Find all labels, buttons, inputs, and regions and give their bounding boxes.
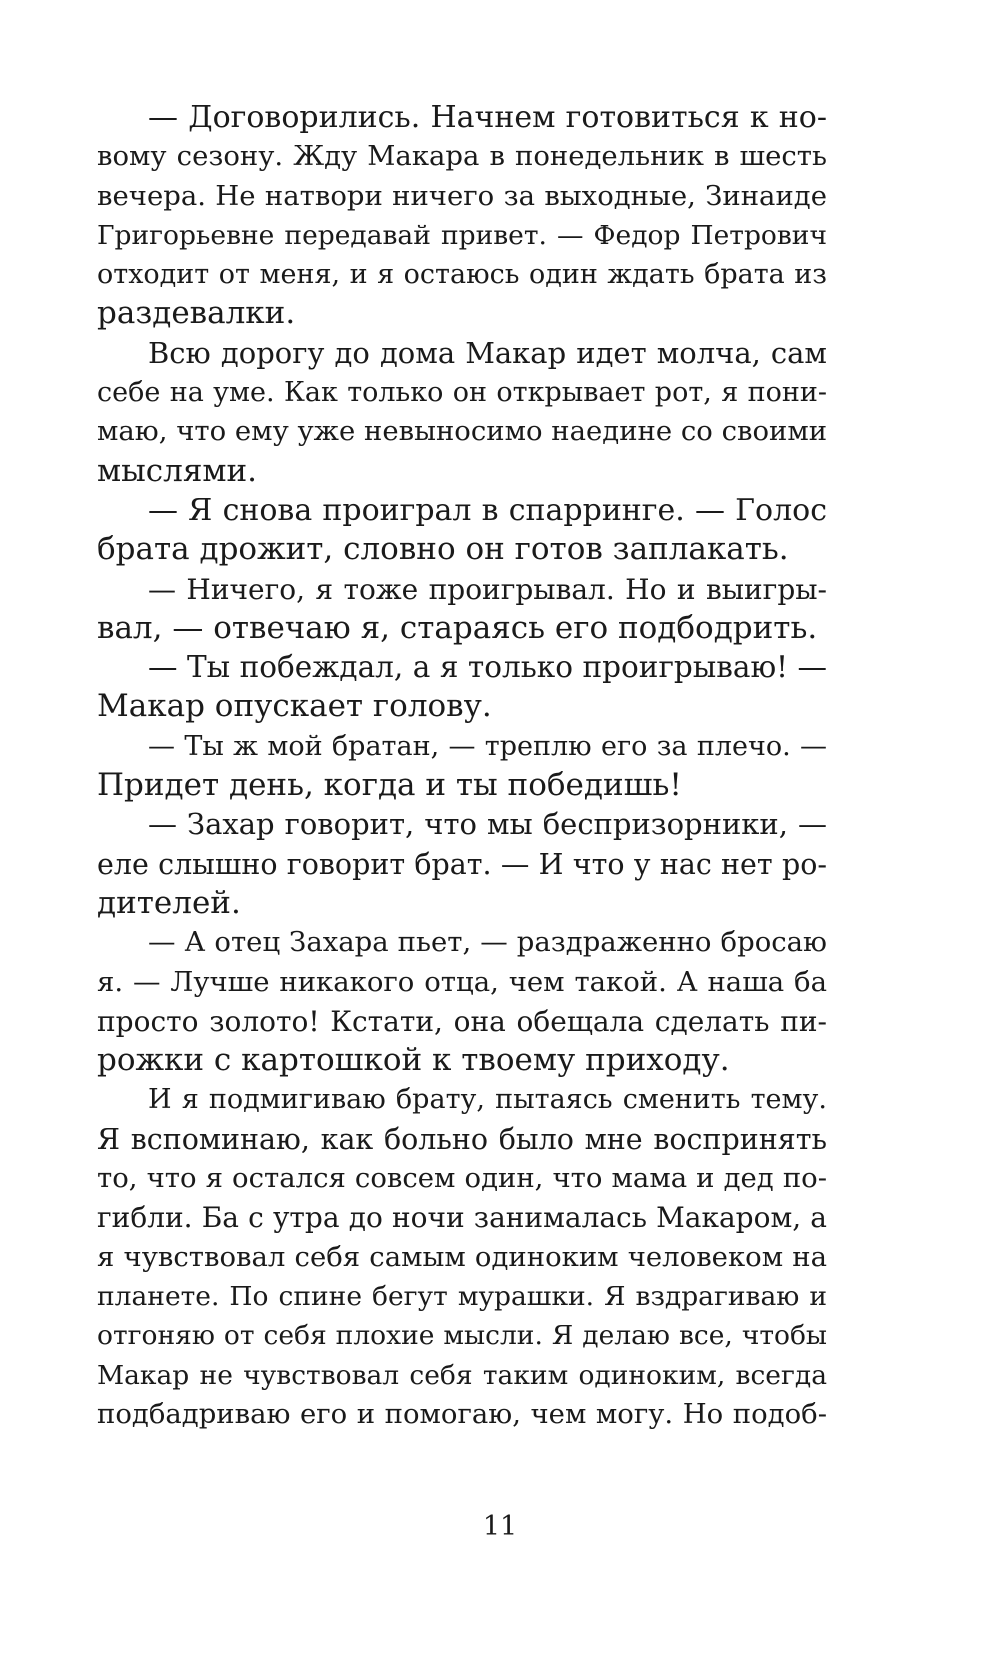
page-number: 11 bbox=[482, 1511, 518, 1542]
text-line: Я вспоминаю, как больно было мне воспринять bbox=[97, 1122, 827, 1156]
text-line: вал, — отвечаю я, стараясь его подбодрить. bbox=[97, 609, 818, 646]
text-line: отгоняю от себя плохие мысли. Я делаю все, чтобы bbox=[97, 1320, 827, 1352]
text-line: еле слышно говорит брат. — И что у нас нет ро- bbox=[97, 847, 827, 881]
text-line: Григорьевне передавай привет. — Федор Петрович bbox=[97, 219, 827, 251]
text-line: раздевалки. bbox=[97, 295, 296, 332]
text-line: — Ты ж мой братан, — треплю его за плечо. — bbox=[148, 730, 827, 762]
text-line: дителей. bbox=[97, 884, 241, 921]
text-line: И я подмигиваю брату, пытаясь сменить тему. bbox=[148, 1084, 827, 1116]
text-line: — Ты побеждал, а я только проигрываю! — bbox=[148, 650, 827, 685]
text-line: я. — Лучше никакого отца, чем такой. А наша ба bbox=[97, 965, 827, 998]
text-line: вечера. Не натвори ничего за выходные, Зинаиде bbox=[97, 179, 827, 212]
text-line: Макар опускает голову. bbox=[97, 688, 492, 725]
text-line: себе на уме. Как только он открывает рот, я пони- bbox=[97, 377, 827, 409]
text-line: отходит от меня, и я остаюсь один ждать брата из bbox=[97, 259, 827, 291]
text-line: — Захар говорит, что мы беспризорники, — bbox=[148, 807, 827, 842]
text-line: маю, что ему уже невыносимо наедине со своими bbox=[97, 415, 827, 448]
text-line: — А отец Захара пьет, — раздраженно бросаю bbox=[148, 926, 827, 959]
text-line: гибли. Ба с утра до ночи занималась Макаром, а bbox=[97, 1201, 827, 1235]
text-line: Макар не чувствовал себя таким одиноким, всегда bbox=[97, 1359, 827, 1391]
text-line: мыслями. bbox=[97, 452, 258, 489]
text-line: брата дрожит, словно он готов заплакать. bbox=[97, 531, 789, 568]
text-line: — Договорились. Начнем готовиться к но- bbox=[148, 100, 827, 135]
text-line: — Ничего, я тоже проигрывал. Но и выигры- bbox=[148, 572, 827, 606]
text-line: Придет день, когда и ты победишь! bbox=[97, 767, 682, 804]
text-line: Всю дорогу до дома Макар идет молча, сам bbox=[148, 335, 827, 370]
text-line: рожки с картошкой к твоему приходу. bbox=[97, 1042, 730, 1079]
text-line: вому сезону. Жду Макара в понедельник в шесть bbox=[97, 140, 827, 173]
text-line: подбадриваю его и помогаю, чем могу. Но подоб- bbox=[97, 1397, 827, 1430]
text-line: планете. По спине бегут мурашки. Я вздрагиваю и bbox=[97, 1280, 827, 1312]
body-text bbox=[97, 98, 827, 1434]
text-line: то, что я остался совсем один, что мама и дед по- bbox=[97, 1162, 827, 1195]
text-line: — Я снова проиграл в спарринге. — Голос bbox=[148, 492, 827, 528]
text-line: я чувствовал себя самым одиноким человеком на bbox=[97, 1240, 827, 1273]
text-line: просто золото! Кстати, она обещала сделать пи- bbox=[97, 1004, 827, 1038]
